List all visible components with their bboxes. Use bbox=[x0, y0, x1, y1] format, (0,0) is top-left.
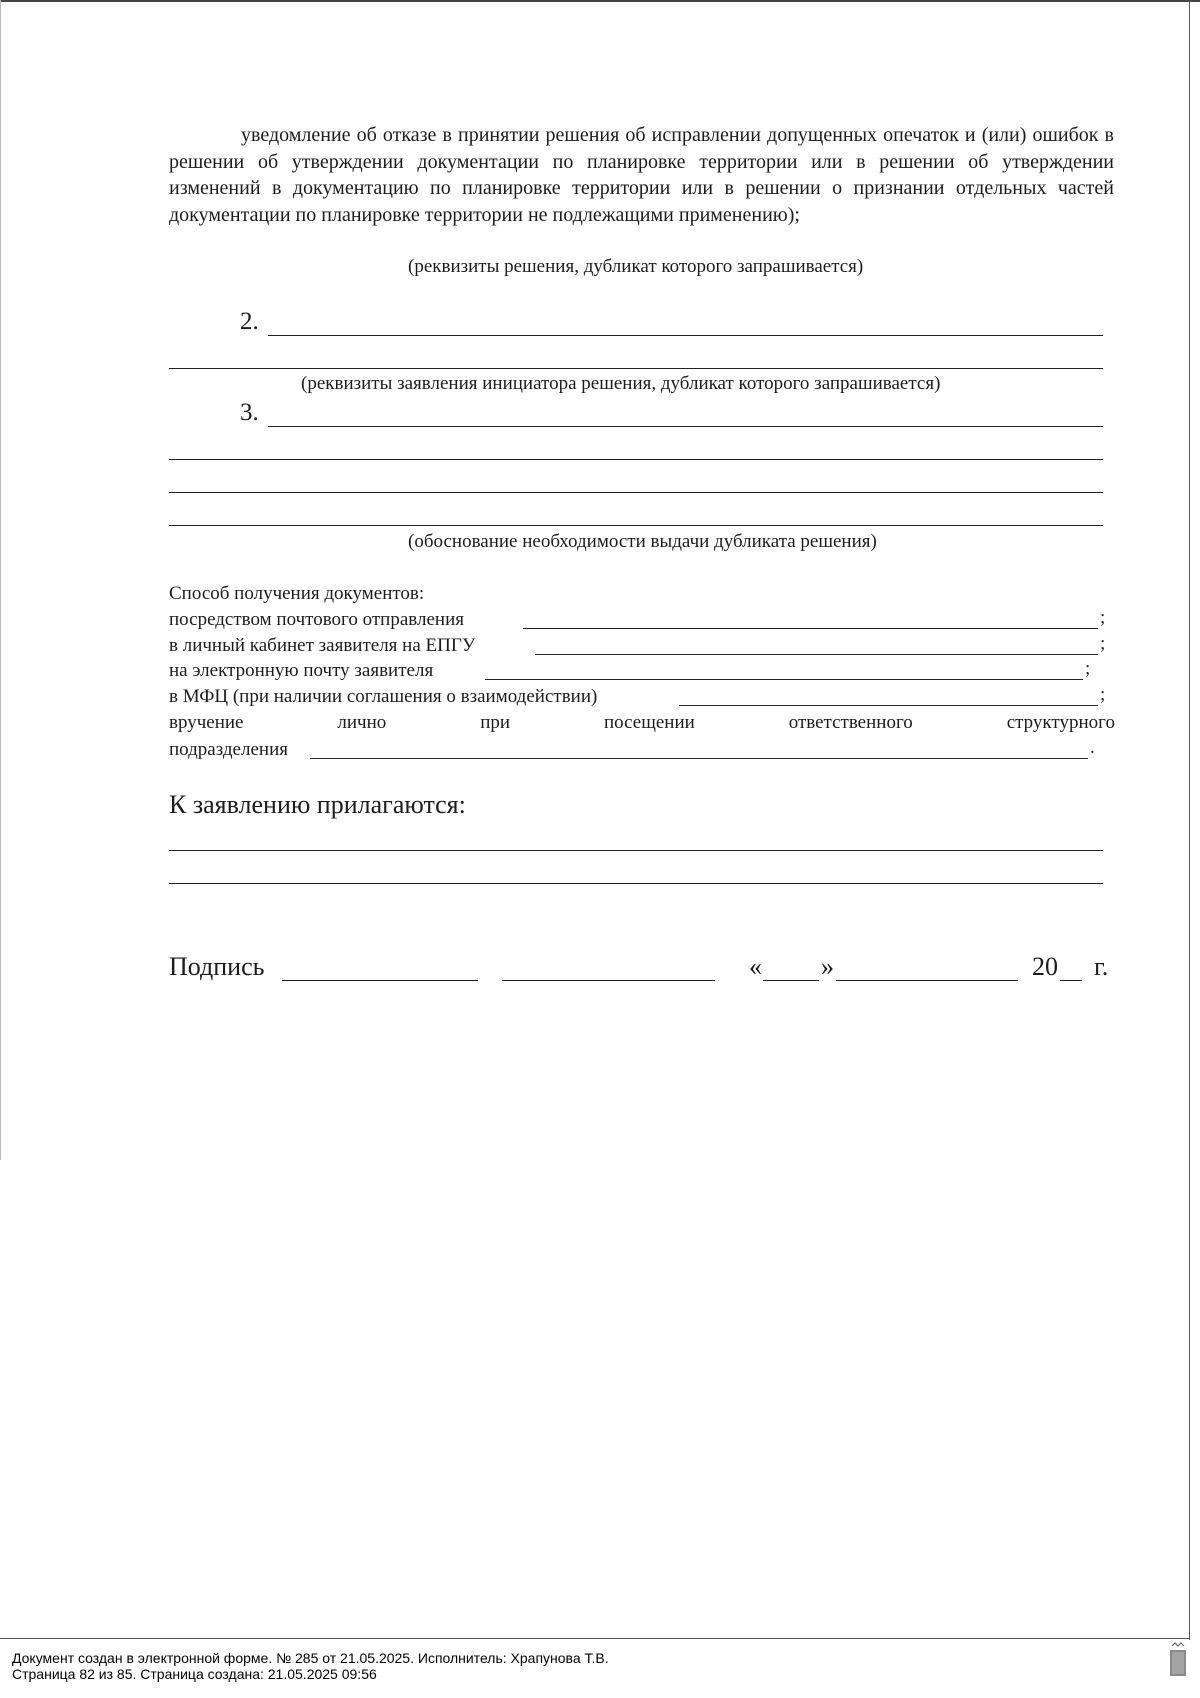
item-3-line-1[interactable] bbox=[268, 426, 1103, 427]
item-2-number: 2. bbox=[240, 308, 259, 335]
caption-application-details: (реквизиты заявления инициатора решения, дубликат которого запрашивается) bbox=[301, 373, 941, 394]
date-year-suffix: г. bbox=[1094, 952, 1109, 981]
delivery-personal-word-2: лично bbox=[337, 712, 387, 733]
item-2-line-1[interactable] bbox=[268, 335, 1103, 336]
date-quote-open: « bbox=[749, 952, 762, 981]
attachments-line-2[interactable] bbox=[169, 883, 1103, 884]
delivery-cabinet-semicolon: ; bbox=[1100, 633, 1106, 654]
delivery-personal-word-4: посещении bbox=[603, 712, 695, 733]
signature-field[interactable] bbox=[282, 980, 478, 981]
delivery-email-semicolon: ; bbox=[1085, 658, 1091, 679]
delivery-subdivision-period: . bbox=[1090, 737, 1095, 758]
page-frame-left bbox=[0, 0, 1, 1160]
date-quote-close: » bbox=[821, 952, 834, 981]
delivery-cabinet-field[interactable] bbox=[535, 654, 1098, 655]
item-3-line-3[interactable] bbox=[169, 492, 1103, 493]
delivery-email-label: на электронную почту заявителя bbox=[169, 660, 434, 681]
item-2-line-2[interactable] bbox=[169, 368, 1103, 369]
footer-line-2: Страница 82 из 85. Страница создана: 21.05.2025 09:56 bbox=[12, 1666, 377, 1682]
stamp-icon bbox=[1168, 1642, 1188, 1678]
delivery-email-field[interactable] bbox=[485, 679, 1083, 680]
delivery-mfc-label: в МФЦ (при наличии соглашения о взаимодействии) bbox=[169, 686, 598, 707]
date-year-field[interactable] bbox=[1060, 980, 1082, 981]
page-frame-right bbox=[1189, 0, 1190, 1640]
item-3-line-2[interactable] bbox=[169, 459, 1103, 460]
delivery-post-field[interactable] bbox=[523, 628, 1098, 629]
page-frame-bottom bbox=[0, 1638, 1190, 1639]
delivery-subdivision-field[interactable] bbox=[310, 758, 1088, 759]
delivery-title: Способ получения документов: bbox=[169, 583, 425, 604]
footer-line-1: Документ создан в электронной форме. № 285 от 21.05.2025. Исполнитель: Храпунова Т.В. bbox=[12, 1650, 609, 1666]
signature-name-field[interactable] bbox=[502, 980, 715, 981]
date-day-field[interactable] bbox=[763, 980, 819, 981]
delivery-cabinet-label: в личный кабинет заявителя на ЕПГУ bbox=[169, 635, 476, 656]
attachments-line-1[interactable] bbox=[169, 850, 1103, 851]
date-year-prefix: 20 bbox=[1032, 952, 1058, 981]
attachments-title: К заявлению прилагаются: bbox=[169, 790, 466, 819]
delivery-personal-word-1: вручение bbox=[169, 712, 244, 733]
intro-paragraph: уведомление об отказе в принятии решения об исправлении допущенных опечаток и (или) ошибок в решении об утверждении документации по планировке территории или в решении об утверждении изменений в документацию по планировке территории или в решении о признании отдельных частей документации по планировке территории не подлежащими применению); bbox=[169, 124, 1114, 226]
page-frame-top bbox=[0, 0, 1200, 2]
delivery-personal-line bbox=[169, 712, 1115, 734]
delivery-post-semicolon: ; bbox=[1100, 607, 1106, 628]
date-month-field[interactable] bbox=[836, 980, 1018, 981]
item-3-number: 3. bbox=[240, 399, 259, 426]
caption-justification: (обоснование необходимости выдачи дубликата решения) bbox=[408, 531, 877, 552]
delivery-post-label: посредством почтового отправления bbox=[169, 609, 464, 630]
delivery-personal-word-3: при bbox=[480, 712, 511, 733]
delivery-subdivision-label: подразделения bbox=[169, 739, 288, 760]
delivery-mfc-semicolon: ; bbox=[1100, 684, 1106, 705]
document-footer bbox=[12, 1650, 609, 1682]
delivery-mfc-field[interactable] bbox=[679, 705, 1098, 706]
item-3-line-4[interactable] bbox=[169, 525, 1103, 526]
delivery-personal-word-5: ответственного bbox=[788, 712, 913, 733]
caption-decision-details: (реквизиты решения, дубликат которого запрашивается) bbox=[408, 256, 864, 277]
delivery-personal-word-6: структурного bbox=[1006, 712, 1115, 733]
signature-label: Подпись bbox=[169, 952, 265, 981]
